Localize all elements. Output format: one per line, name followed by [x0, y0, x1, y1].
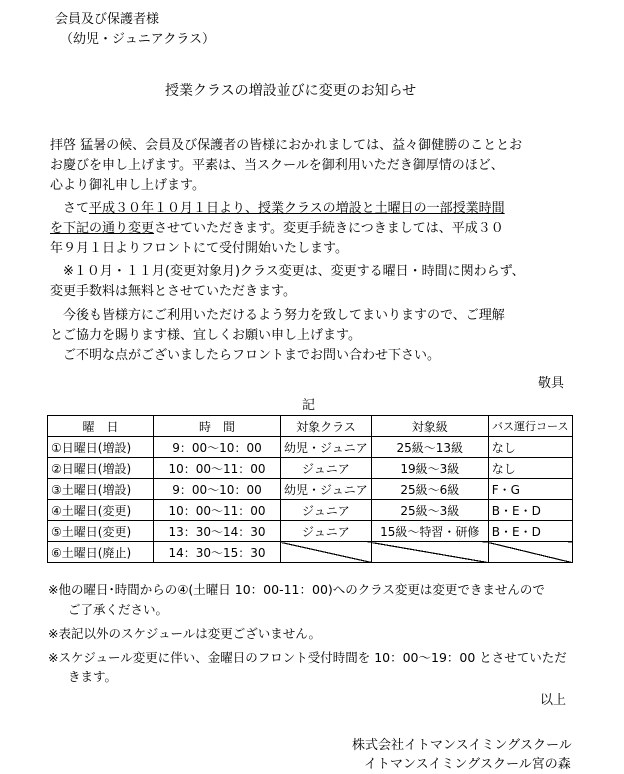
cell-time: 13：30〜14：30 [154, 521, 281, 542]
schedule-table [47, 415, 573, 563]
announcement-paragraph [50, 199, 580, 259]
cell-class: ジュニア [281, 458, 372, 479]
cell-day: ④土曜日(変更) [48, 500, 154, 521]
announcement-text: させていただきます。変更手続きにつきましては、平成３０ [154, 221, 504, 236]
cell-bus: なし [488, 458, 572, 479]
announcement-line: 年９月１日よりフロントにて受付開始いたします。 [50, 241, 348, 256]
cell-day: ③土曜日(増設) [48, 479, 154, 500]
fee-paragraph [50, 262, 580, 302]
greeting-paragraph [50, 136, 580, 196]
closing-paragraph [50, 306, 580, 366]
cell-time: 10：00〜11：00 [154, 500, 281, 521]
fee-line: ※１０月・１１月(変更対象月)クラス変更は、変更する曜日・時間に関わらず、 [50, 264, 525, 279]
table-row [48, 437, 573, 458]
table-row [48, 521, 573, 542]
note-1: ※他の曜日･時間からの④(土曜日 10：00-11：00)へのクラス変更は変更できませんので [48, 582, 545, 597]
cell-time: 10：00〜11：00 [154, 458, 281, 479]
cell-time: 9：00〜10：00 [154, 437, 281, 458]
greeting-line: お慶びを申し上げます。平素は、当スクールを御利用いただき御厚情のほど、 [50, 158, 504, 173]
closing-line: とご協力を賜ります様、宜しくお願い申し上げます。 [50, 328, 361, 343]
cell-crossed-out [488, 542, 572, 563]
header-time: 時 間 [154, 416, 281, 437]
cell-day: ①日曜日(増設) [48, 437, 154, 458]
cell-crossed-out [371, 542, 488, 563]
greeting-line: 心より御礼申し上げます。 [50, 178, 205, 193]
ki-label: 記 [302, 398, 316, 413]
note-2: ※表記以外のスケジュールは変更ございません。 [48, 626, 321, 641]
cell-bus: B・E・D [488, 500, 572, 521]
fee-line: 変更手数料は無料とさせていただきます。 [50, 284, 296, 299]
header-bus: バス運行コース [488, 416, 572, 437]
cell-day: ⑥土曜日(廃止) [48, 542, 154, 563]
cell-level: 25級〜6級 [371, 479, 488, 500]
announcement-underlined-text: を下記の通り変更 [50, 221, 155, 236]
cell-day: ②日曜日(増設) [48, 458, 154, 479]
announcement-line [50, 219, 580, 239]
recipient-sub: （幼児・ジュニアクラス） [60, 32, 215, 47]
announcement-line [50, 199, 580, 219]
note-1-continued: ご了承ください。 [68, 602, 169, 617]
table-header-row [48, 416, 573, 437]
cell-class: 幼児・ジュニア [281, 479, 372, 500]
announcement-underlined-text: 平成３０年１０月１日より、授業クラスの増設と土曜日の一部授業時間 [89, 201, 505, 216]
ijou: 以上 [540, 693, 567, 708]
announcement-prefix: さて [50, 201, 90, 216]
table-row-abolished [48, 542, 573, 563]
cell-bus: B・E・D [488, 521, 572, 542]
table-row [48, 458, 573, 479]
header-day: 曜 日 [48, 416, 154, 437]
table-row [48, 500, 573, 521]
note-3-continued: きます。 [68, 669, 118, 684]
cell-bus: F・G [488, 479, 572, 500]
cell-time: 9：00〜10：00 [154, 479, 281, 500]
keigu: 敬具 [538, 376, 565, 391]
cell-crossed-out [281, 542, 372, 563]
cell-day: ⑤土曜日(変更) [48, 521, 154, 542]
document-title: 授業クラスの増設並びに変更のお知らせ [165, 83, 417, 99]
company-name: 株式会社イトマンスイミングスクール [352, 738, 572, 753]
cell-bus: なし [488, 437, 572, 458]
header-class: 対象クラス [281, 416, 372, 437]
table-row [48, 479, 573, 500]
cell-class: ジュニア [281, 521, 372, 542]
closing-line: 今後も皆様方にご利用いただけるよう努力を致してまいりますので、ご理解 [50, 308, 505, 323]
cell-level: 25級〜3級 [371, 500, 488, 521]
branch-name: イトマンスイミングスクール宮の森 [364, 757, 571, 772]
cell-level: 25級〜13級 [371, 437, 488, 458]
cell-level: 15級〜特習・研修 [371, 521, 488, 542]
recipient: 会員及び保護者様 [55, 12, 160, 27]
cell-level: 19級〜3級 [371, 458, 488, 479]
header-level: 対象級 [371, 416, 488, 437]
note-3: ※スケジュール変更に伴い、金曜日のフロント受付時間を 10：00〜19：00 とさせていただ [48, 650, 567, 665]
cell-class: ジュニア [281, 500, 372, 521]
closing-line: ご不明な点がございましたらフロントまでお問い合わせ下さい。 [50, 348, 441, 363]
greeting-line: 拝啓 猛暑の候、会員及び保護者の皆様におかれましては、益々御健勝のこととお [50, 138, 523, 153]
cell-class: 幼児・ジュニア [281, 437, 372, 458]
cell-time: 14：30〜15：30 [154, 542, 281, 563]
